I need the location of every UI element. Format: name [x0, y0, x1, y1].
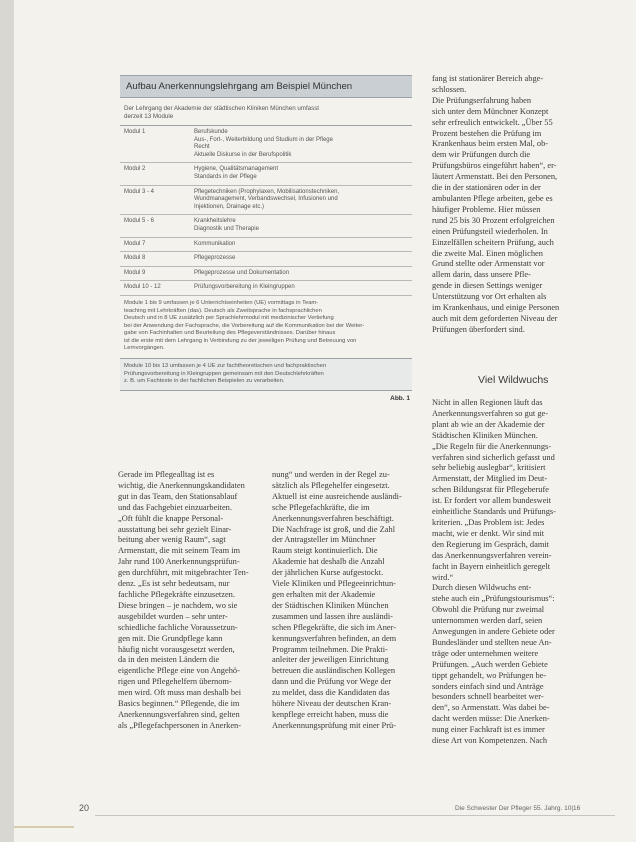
text-line: häufiger Probleme. Hier müssen [432, 204, 541, 214]
right-column-bottom [432, 398, 586, 747]
module-label: Modul 9 [120, 266, 190, 281]
module-line: Standards in der Pflege [194, 173, 257, 180]
text-line: „Die Regeln für die Anerkennungs- [432, 441, 552, 451]
text-line: der Städtischen Kliniken München [272, 600, 389, 610]
text-line: eigentliche Pflege eine von Angehö- [118, 666, 240, 676]
text-line: wird.“ [432, 572, 454, 582]
text-line: fang ist stationärer Bereich abge- [432, 74, 544, 83]
module-row [120, 281, 412, 296]
module-row [120, 237, 412, 252]
text-line: Prüfungen überfordert sind. [432, 324, 525, 334]
text-line: schiedliche fachliche Voraussetzun- [118, 622, 238, 632]
section-heading: Viel Wildwuchs [478, 374, 549, 386]
text-line: kennungsverfahren befinden, an dem [272, 633, 397, 643]
text-line: Obwohl die Prüfung nur zweimal [432, 605, 545, 615]
text-line: Anerkennungsverfahren sind, gelten [118, 709, 240, 719]
text-line: Die Nachfrage ist groß, und die Zahl [272, 524, 396, 534]
text-line: Prüfungen. „Auch werden Gebiete [432, 659, 548, 669]
box-intro-line: Der Lehrgang der Akademie der städtischen Kliniken München umfasst [124, 105, 320, 112]
text-line: den“, so Armenstatt. Was dabei be- [432, 703, 550, 713]
module-content [190, 215, 412, 237]
text-line: einen Prüfungsteil wiederholen. In [432, 226, 548, 236]
module-line: Pflegeprozesse und Dokumentation [194, 269, 290, 276]
text-line: Basics beginnen.“ Pflegende, die im [118, 699, 240, 709]
text-line: Anerkennungsverfahren beschäftigt. [272, 513, 394, 523]
text-line: kenpflege erreicht haben, muss die [272, 709, 389, 719]
text-line: ambulanten Pflege arbeiten, gebe es [432, 193, 553, 203]
text-line: häufig nicht vorausgesetzt werden, [118, 644, 235, 654]
text-line: dacht werden müsse: Die Anerken- [432, 714, 550, 724]
text-line: die zweite Mal. Einen möglichen [432, 248, 543, 258]
text-line: läutert Armenstatt. Bei den Personen, [432, 172, 558, 182]
figure-label: Abb. 1 [390, 394, 410, 402]
text-line: Armenstatt, die mit seinem Team im [118, 546, 241, 556]
text-line: betreuen die ausländischen Kollegen [272, 666, 396, 676]
module-line: Krankheitslehre [194, 218, 236, 225]
module-line: Injektionen, Drainage etc.) [194, 203, 265, 210]
text-line: sehr beliebig auslegbar“, kritisiert [432, 463, 546, 473]
text-line: einheitliche Standards und Prüfungs- [432, 507, 556, 517]
text-line: ist. Er fordert vor allem bundesweit [432, 496, 552, 506]
text-line: unternommen werden darf, seien [432, 616, 543, 626]
text-line: Prozent bestehen die Prüfung im [432, 128, 542, 138]
text-line: plant ab wie an der Akademie der [432, 419, 545, 429]
box-note-secondary [120, 359, 412, 391]
text-line: anleiter der jeweiligen Einrichtung [272, 655, 389, 665]
text-line: die in der stationären oder in der [432, 183, 541, 193]
module-line: Berufskunde [194, 129, 228, 135]
text-line: Einzelfällen scheitern Prüfung, auch [432, 237, 554, 247]
text-line: Gerade im Pflegealltag ist es [118, 470, 215, 479]
text-line: sätzlich als Pflegehelfer eingesetzt. [272, 480, 390, 490]
text-line: verfahren sind sicherlich gefasst und [432, 452, 555, 462]
right-column-top [432, 74, 586, 336]
text-line: facht in Bayern einheitlich geregelt [432, 561, 551, 571]
text-line: rigen und Pflegehelfern übernom- [118, 677, 232, 687]
text-line: denz. „Es ist sehr bedeutsam, nur [118, 579, 230, 589]
text-line: men wird. Oft muss man deshalb bei [118, 688, 242, 698]
text-line: zu meldet, dass die Kandidaten das [272, 688, 390, 698]
module-line: Prüfungsvorbereitung in Kleingruppen [194, 284, 295, 291]
note-line: gabe von Fachinhalten und Beurteilung des Pflegeverständnisses. Darüber hinaus [124, 330, 336, 337]
module-label: Modul 2 [120, 163, 190, 185]
text-line: Armenstatt, der Mitglied im Deut- [432, 474, 548, 484]
module-label: Modul 3 - 4 [120, 185, 190, 215]
module-line: Diagnostik und Therapie [194, 225, 259, 232]
text-line: Anerkennungsverfahren so gut ge- [432, 408, 549, 418]
middle-column [272, 470, 420, 732]
module-content [190, 126, 412, 163]
footer-rule [95, 815, 615, 816]
note-line: Deutsch und in 8 UE zusätzlich per Sprachlehrmodul mit medizinischer Vertiefung [124, 315, 334, 322]
module-row [120, 126, 412, 163]
text-line: nung“ und werden in der Regel zu- [272, 470, 390, 479]
page-number: 20 [79, 803, 90, 813]
module-row [120, 185, 412, 215]
text-line: Krankenhaus beim ersten Mal, ob- [432, 139, 549, 149]
module-label: Modul 10 - 12 [120, 281, 190, 296]
text-line: da in den meisten Ländern die [118, 655, 220, 665]
module-line: Pflegetechniken (Prophylaxen, Mobilisationstechniken, [194, 188, 340, 195]
text-line: allem darin, dass unsere Pfle- [432, 270, 531, 280]
page-edge [0, 0, 14, 842]
box-title: Aufbau Anerkennungslehrgang am Beispiel München [120, 75, 412, 98]
text-line: gen durchführt, mit mitgebrachter Ten- [118, 568, 249, 578]
module-content [190, 252, 412, 267]
text-line: Grund stellte oder Armenstatt vor [432, 259, 545, 269]
note-line: ist die erste mit dem Lehrgang in Verbindung zu der jeweiligen Prüfung und Betreuung von [124, 337, 357, 344]
text-line: der Antragsteller im Münchner [272, 535, 376, 545]
text-line: Städtischen Kliniken München. [432, 430, 538, 440]
text-line: Aktuell ist eine ausreichende ausländi- [272, 491, 402, 501]
text-line: rund 25 bis 30 Prozent erfolgreichen [432, 215, 555, 225]
text-line: macht, wie er denkt. Wir sind mit [432, 528, 545, 538]
text-line: sich unter dem Münchner Konzept [432, 106, 549, 116]
text-line: Die Prüfungserfahrung haben [432, 95, 532, 105]
module-content [190, 185, 412, 215]
text-line: dann und die Prüfung vor Wege der [272, 677, 392, 687]
note-line: Lernvorgängen. [124, 345, 165, 352]
note-line: bei der Anwendung der Fachsprache, die Vorbereitung auf die Kommunikation bei der Weiter- [124, 322, 365, 329]
module-label: Modul 8 [120, 252, 190, 267]
text-line: Unterstützung vor Ort erhalten als [432, 292, 547, 302]
text-line: gen mit. Die Grundpflege kann [118, 633, 223, 643]
module-line: Wundmanagement, Verbandswechsel, Infusionen und [194, 196, 338, 203]
box-note [120, 296, 412, 359]
text-line: schlossen. [432, 84, 467, 94]
module-content [190, 281, 412, 296]
text-line: und das Fachgebiet einzuarbeiten. [118, 502, 232, 512]
text-line: Anwegungen in andere Gebiete oder [432, 627, 555, 637]
text-line: beitung aber wenig Raum“, sagt [118, 535, 226, 545]
text-line: fachliche Pflegekräfte einzusetzen. [118, 589, 235, 599]
text-line: auch mit dem geforderten Niveau der [432, 313, 558, 323]
text-line: Anerkennungsprüfung mit einer Prü- [272, 720, 396, 730]
module-row [120, 266, 412, 281]
module-content [190, 237, 412, 252]
text-line: stehe auch ein „Prüfungstourismus“: [432, 594, 555, 604]
text-line: höhere Niveau der deutschen Kran- [272, 699, 392, 709]
text-line: im Krankenhaus, und einige Personen [432, 303, 560, 313]
text-line: schen Bildungsrat für Pflegeberufe [432, 485, 549, 495]
text-line: Prüfungsbüros eingeführt haben“, er- [432, 161, 557, 171]
note-line: Prüfungsvorbereitung in Kleingruppen gemeinsam mit den Deutschlehrkräften [124, 370, 324, 377]
text-line: Akademie hat deshalb die Anzahl [272, 557, 385, 567]
text-line: den Regierung im Gespräch, damit [432, 539, 549, 549]
text-line: ausgebildet wurden – sehr unter- [118, 611, 228, 621]
text-line: Viele Kliniken und Pflegeeinrichtun- [272, 579, 396, 589]
box-intro [120, 98, 412, 126]
text-line: Jahr rund 100 Anerkennungsprüfun- [118, 557, 240, 567]
module-label: Modul 1 [120, 126, 190, 163]
left-column [118, 470, 266, 732]
text-line: zusammen und lassen ihre ausländi- [272, 611, 393, 621]
text-line: gen erhalten mit der Akademie [272, 589, 376, 599]
text-line: das Anerkennungsverfahren verein- [432, 550, 552, 560]
text-line: Bundesländer und stellten neue An- [432, 637, 552, 647]
text-line: sehr erfreulich entwickelt. „Über 55 [432, 117, 553, 127]
text-line: Durch diesen Wildwuchs ent- [432, 583, 532, 593]
module-line: Recht [194, 144, 210, 151]
text-line: tippt gehandelt, wo Prüfungen be- [432, 670, 547, 680]
text-line: diese Art von Kompetenzen. Nach [432, 736, 548, 746]
module-line: Hygiene, Qualitätsmanagement [194, 166, 279, 173]
module-content [190, 266, 412, 281]
journal-footer: Die Schwester Der Pfleger 55. Jahrg. 10|16 [455, 805, 581, 812]
module-content [190, 163, 412, 185]
note-line: teaching mit Lehrkräften (das). Deutsch als Zweitsprache in fachsprachlichen [124, 307, 322, 314]
text-line: schen Pflegekräfte, die sich im Aner- [272, 622, 397, 632]
text-line: Raum steigt kontinuierlich. Die [272, 546, 378, 556]
note-line: Module 10 bis 13 umfassen je 4 UE zur fachtheoretischen und fachpraktischen [124, 363, 327, 370]
text-line: gut in das Team, den Stationsablauf [118, 491, 238, 501]
text-line: nung einer Fachkraft ist es immer [432, 725, 545, 735]
module-label: Modul 7 [120, 237, 190, 252]
module-line: Kommunikation [194, 240, 236, 247]
text-line: wichtig, die Anerkennungskandidaten [118, 480, 245, 490]
info-box [120, 75, 412, 443]
text-line: gende in diesen Settings weniger [432, 281, 543, 291]
text-line: als „Pflegefachpersonen in Anerken- [118, 720, 242, 730]
module-label: Modul 5 - 6 [120, 215, 190, 237]
text-line: „Oft fühlt die knappe Personal- [118, 513, 224, 523]
module-line: Pflegeprozesse [194, 255, 236, 262]
text-line: sche Pflegefachkräfte, die im [272, 502, 370, 512]
note-line: z. B. um Fachtexte in der fachlichen Beispielen zu verarbeiten. [124, 378, 285, 385]
text-line: Diese bringen – je nachdem, wo sie [118, 600, 238, 610]
text-line: träge oder unternehmen weitere [432, 648, 539, 658]
text-line: Programm teilnehmen. Die Prakti- [272, 644, 388, 654]
module-line: Aktuelle Diskurse in der Berufspolitik [194, 151, 292, 158]
module-table [120, 126, 412, 296]
module-row [120, 215, 412, 237]
text-line: kriterien. „Das Problem ist: Jedes [432, 517, 545, 527]
text-line: besonders schnell bearbeitet wer- [432, 692, 544, 702]
box-intro-line: derzeit 13 Module [124, 113, 174, 120]
footer-accent-bar [14, 812, 74, 828]
text-line: ausstattung bei sehr gezielt Einar- [118, 524, 232, 534]
module-line: Aus-, Fort-, Weiterbildung und Studium in der Pflege [194, 136, 333, 143]
module-row [120, 163, 412, 185]
text-line: dem wir Prüfungen durch die [432, 150, 531, 160]
text-line: der jährlichen Kurse aufgestockt. [272, 568, 384, 578]
text-line: sonders einfach sind und Anträge [432, 681, 544, 691]
module-row [120, 252, 412, 267]
text-line: Nicht in allen Regionen läuft das [432, 398, 543, 407]
note-line: Module 1 bis 9 umfassen je 6 Unterrichtseinheiten (UE) vormittags in Team- [124, 299, 319, 306]
